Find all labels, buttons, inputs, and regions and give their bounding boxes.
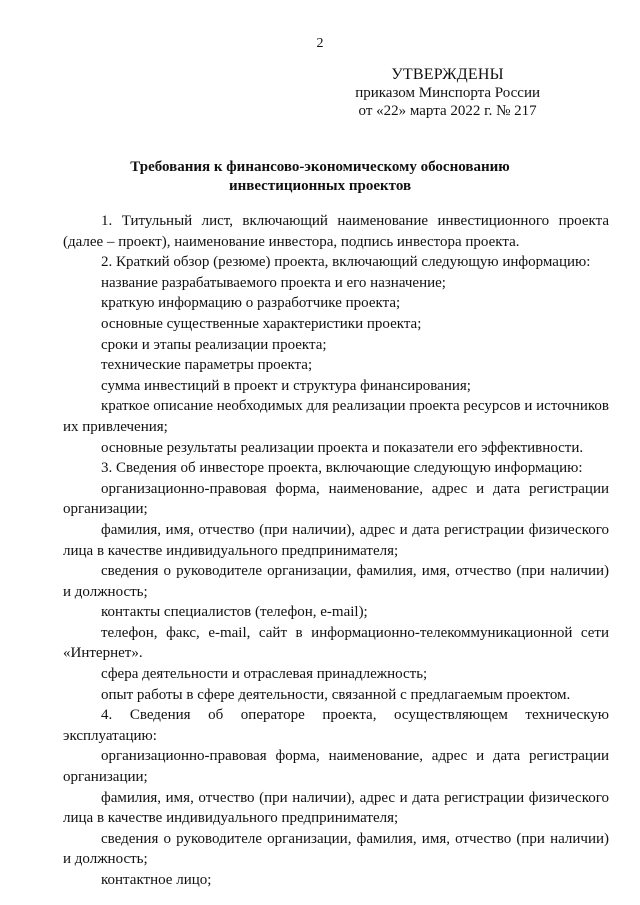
approval-stamp [355,66,540,120]
document-body [63,211,609,891]
paragraph: сведения о руководителе организации, фамилия, имя, отчество (при наличии) и должность; [63,563,609,600]
paragraph: телефон, факс, e-mail, сайт в информационно-телекоммуникационной сети «Интернет». [63,624,609,662]
document-title-line-1: Требования к финансово-экономическому обоснованию [130,159,510,175]
document-title-line-2: инвестиционных проектов [228,178,412,194]
paragraph: краткую информацию о разработчике проекта; [101,295,401,312]
paragraph: контакты специалистов (телефон, e-mail); [101,604,368,621]
paragraph: контактное лицо; [101,872,212,888]
paragraph: название разрабатываемого проекта и его назначение; [101,274,446,291]
paragraph: основные результаты реализации проекта и показатели его эффективности. [101,439,584,456]
approval-date: от «22» марта 2022 г. № 217 [358,103,537,119]
paragraph: сведения о руководителе организации, фамилия, имя, отчество (при наличии) и должность; [63,830,609,868]
paragraph: 4. Сведения об операторе проекта, осуществляющем техническую эксплуатацию: [63,707,609,744]
paragraph: фамилия, имя, отчество (при наличии), адрес и дата регистрации физического лица в качестве индивидуального предпринимателя; [63,521,609,559]
paragraph: 2. Краткий обзор (резюме) проекта, включающий следующую информацию: [101,254,591,271]
page-number: 2 [316,36,324,51]
paragraph: опыт работы в сфере деятельности, связанной с предлагаемым проектом. [101,686,571,703]
approval-order: приказом Минспорта России [355,85,540,101]
paragraph: организационно-правовая форма, наименование, адрес и дата регистрации организации; [63,748,609,786]
approval-heading: УТВЕРЖДЕНЫ [391,66,504,83]
paragraph: основные существенные характеристики проекта; [101,315,422,332]
paragraph: фамилия, имя, отчество (при наличии), адрес и дата регистрации физического лица в качестве индивидуального предпринимателя; [63,789,609,827]
paragraph: краткое описание необходимых для реализации проекта ресурсов и источников их привлечения; [63,398,610,435]
document-title [0,158,640,196]
paragraph: 1. Титульный лист, включающий наименование инвестиционного проекта (далее – проект), наименование инвестора, подпись инвестора проекта. [63,213,609,250]
paragraph: сфера деятельности и отраслевая принадлежность; [101,666,428,683]
paragraph: организационно-правовая форма, наименование, адрес и дата регистрации организации; [63,480,609,518]
paragraph: 3. Сведения об инвесторе проекта, включающие следующую информацию: [101,460,583,477]
paragraph: технические параметры проекта; [101,357,313,374]
paragraph: сроки и этапы реализации проекта; [101,336,327,353]
paragraph: сумма инвестиций в проект и структура финансирования; [101,377,471,394]
